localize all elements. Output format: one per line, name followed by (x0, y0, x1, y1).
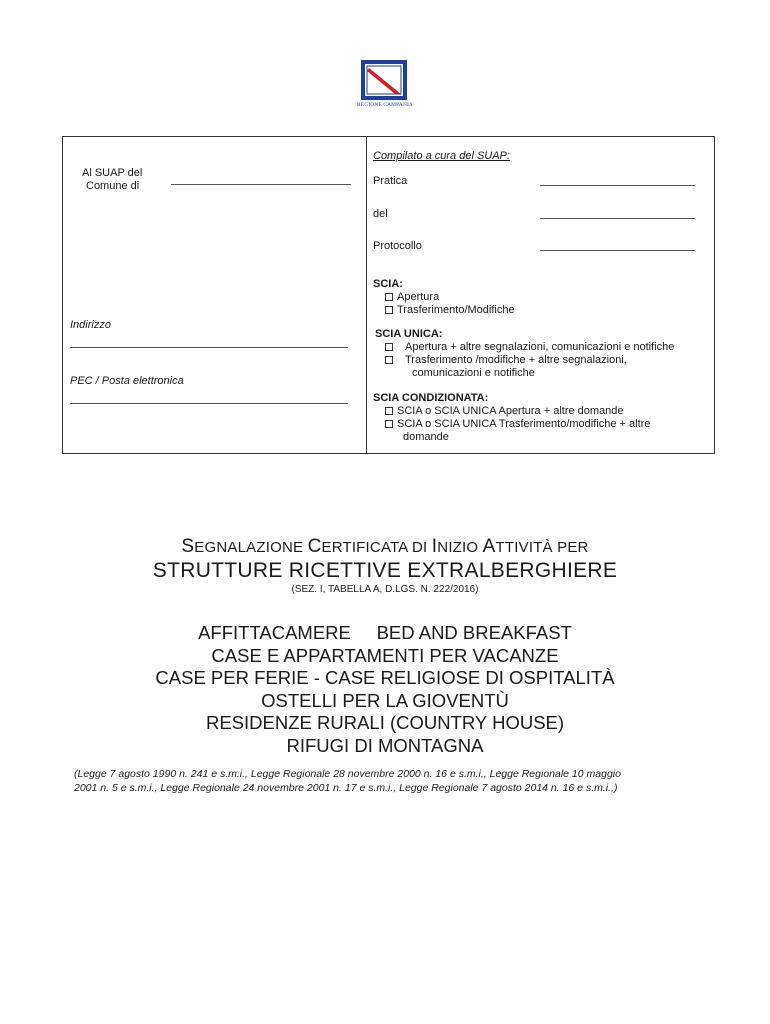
suap-header-box (62, 136, 715, 454)
scia-unica-heading: SCIA UNICA: (375, 328, 443, 340)
scia-unica-trasferimento-checkbox[interactable] (385, 356, 393, 364)
laws-line-2: 2001 n. 5 e s.m.i., Legge Regionale 24 novembre 2001 n. 17 e s.m.i., Legge Regionale 7 agosto 2014 n. 16 e s.m.i.,) (74, 782, 618, 794)
document-title-line1 (0, 536, 770, 558)
title-word-segnalazione: EGNALAZIONE (194, 539, 308, 556)
scia-apertura-label: Apertura (397, 291, 440, 303)
address-input-line[interactable] (70, 347, 348, 348)
address-label: Indirizzo (70, 319, 111, 331)
scia-trasferimento-label: Trasferimento/Modifiche (397, 304, 515, 316)
scia-condizionata-trasferimento-label: SCIA o SCIA UNICA Trasferimento/modifiche + altre (397, 418, 651, 430)
protocollo-label: Protocollo (373, 240, 422, 252)
title-initial-c: C (307, 536, 322, 557)
scia-unica-apertura-option[interactable] (385, 341, 674, 353)
column-divider (366, 137, 367, 453)
scia-trasferimento-checkbox[interactable] (385, 306, 393, 314)
scia-unica-apertura-label: Apertura + altre segnalazioni, comunicazioni e notifiche (405, 341, 675, 353)
suap-section-header: Compilato a cura del SUAP: (373, 150, 510, 162)
category-line: CASE PER FERIE - CASE RELIGIOSE DI OSPITALITÀ (155, 667, 615, 688)
title-initial-s: S (181, 536, 195, 557)
legal-reference: (SEZ. I, TABELLA A, D.LGS. N. 222/2016) (291, 584, 479, 595)
scia-condizionata-heading: SCIA CONDIZIONATA: (373, 392, 489, 404)
category-line: RIFUGI DI MONTAGNA (286, 734, 484, 756)
title-initial-a: A (482, 536, 496, 557)
document-title-line2: STRUTTURE RICETTIVE EXTRALBERGHIERE (152, 559, 618, 582)
scia-condizionata-trasferimento-checkbox[interactable] (385, 420, 393, 428)
category-line: AFFITTACAMERE BED AND BREAKFAST (198, 622, 572, 643)
pratica-label: Pratica (373, 175, 408, 187)
scia-condizionata-trasferimento-option[interactable] (385, 418, 650, 430)
accommodation-categories (0, 622, 770, 757)
comune-label: Comune di (86, 180, 140, 192)
scia-apertura-option[interactable] (385, 291, 439, 303)
logo-caption: REGIONE CAMPANIA (357, 102, 413, 108)
suap-recipient-label: Al SUAP del (82, 167, 143, 179)
scia-apertura-checkbox[interactable] (385, 293, 393, 301)
category-line: OSTELLI PER LA GIOVENTÙ (261, 689, 509, 711)
title-word-attivita: TTIVITÀ PER (495, 539, 589, 556)
pratica-input-line[interactable] (540, 185, 695, 186)
scia-unica-trasferimento-label: Trasferimento /modifiche + altre segnalazioni, (405, 354, 627, 366)
scia-trasferimento-option[interactable] (385, 304, 515, 316)
category-line: CASE E APPARTAMENTI PER VACANZE (211, 644, 559, 666)
laws-reference (74, 767, 714, 795)
regional-shield-icon (361, 60, 407, 100)
regione-campania-logo (353, 60, 417, 118)
del-input-line[interactable] (540, 218, 695, 219)
scia-condizionata-apertura-option[interactable] (385, 405, 624, 417)
title-word-inizio: NIZIO (437, 539, 483, 556)
category-line: RESIDENZE RURALI (COUNTRY HOUSE) (205, 712, 565, 733)
protocollo-input-line[interactable] (540, 250, 695, 251)
title-word-certificata: ERTIFICATA DI (321, 539, 432, 556)
scia-unica-trasferimento-option[interactable] (385, 354, 627, 366)
laws-line-1: (Legge 7 agosto 1990 n. 241 e s.m.i., Legge Regionale 28 novembre 2000 n. 16 e s.m.i,, Legge Regionale 10 maggio (74, 768, 621, 780)
comune-input-line[interactable] (171, 184, 351, 185)
pec-input-line[interactable] (70, 403, 348, 404)
title-initial-i: I (431, 536, 438, 557)
scia-unica-trasferimento-label-cont: comunicazioni e notifiche (412, 367, 535, 379)
scia-condizionata-apertura-checkbox[interactable] (385, 407, 393, 415)
scia-unica-apertura-checkbox[interactable] (385, 343, 393, 351)
pec-label: PEC / Posta elettronica (70, 375, 184, 387)
scia-condizionata-apertura-label: SCIA o SCIA UNICA Apertura + altre domande (397, 405, 624, 417)
scia-heading: SCIA: (373, 278, 403, 290)
scia-condizionata-trasferimento-label-cont: domande (403, 431, 449, 443)
del-label: del (373, 208, 388, 220)
